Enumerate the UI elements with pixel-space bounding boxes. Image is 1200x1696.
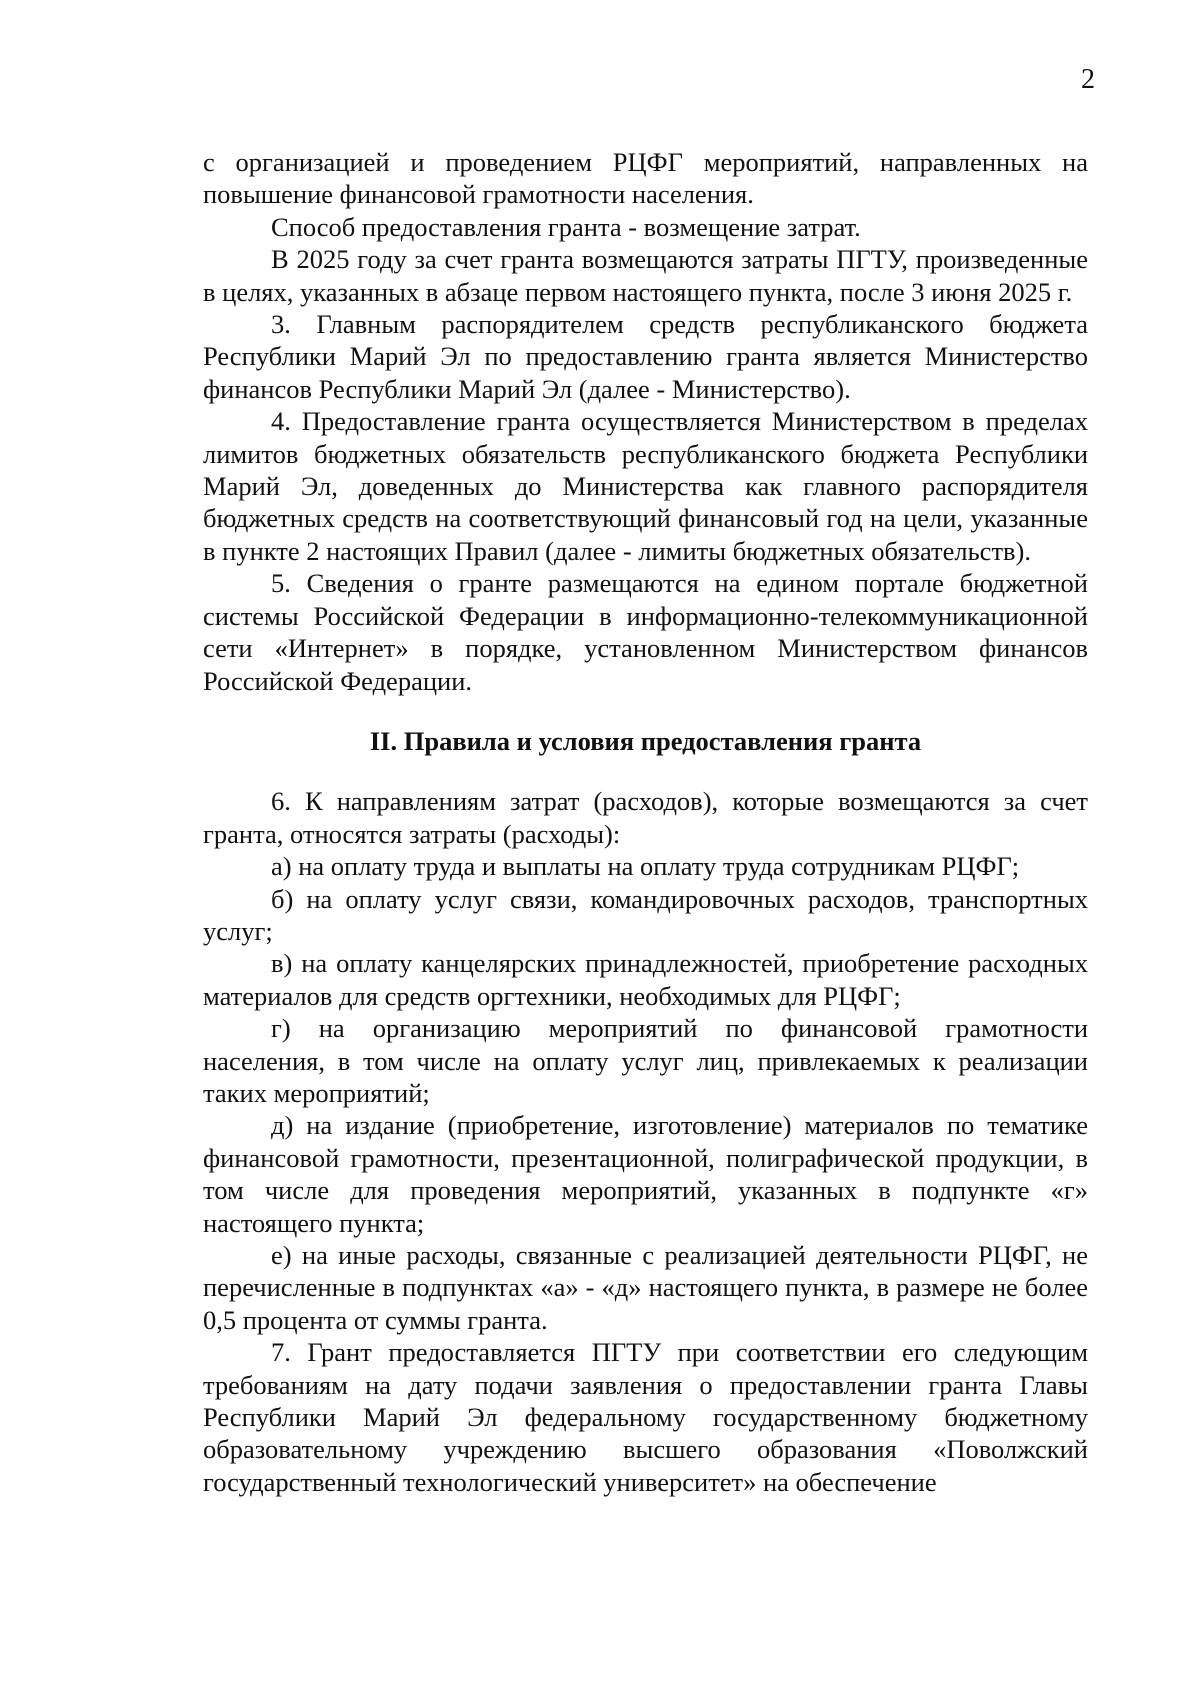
section-heading: II. Правила и условия предоставления гранта — [369, 725, 922, 756]
document-body — [203, 146, 1088, 1498]
paragraph-item-4: 4. Предоставление гранта осуществляется Министерством в пределах лимитов бюджетных обязательств республиканского бюджета Республики Марий Эл, доведенных до Министерства как главного распорядителя бюджетных средств на соответствующий финансовый год на цели, указанные в пункте 2 настоящих Правил (далее - лимиты бюджетных обязательств). — [203, 406, 1088, 566]
subitem-b: б) на оплату услуг связи, командировочных расходов, транспортных услуг; — [203, 883, 1088, 946]
paragraph-item-5: 5. Сведения о гранте размещаются на едином портале бюджетной системы Российской Федерации в информационно-телекоммуникационной сети «Интернет» в порядке, установленном Министерством финансов Российской Федерации. — [203, 568, 1088, 696]
subitem-a: а) на оплату труда и выплаты на оплату труда сотрудникам РЦФГ; — [271, 851, 1020, 882]
paragraph-item-7: 7. Грант предоставляется ПГТУ при соответствии его следующим требованиям на дату подачи заявления о предоставлении гранта Главы Республики Марий Эл федеральному государственному бюджетному образовательному учреждению высшего образования «Поволжский государственный технологический университет» на обеспечение — [203, 1337, 1088, 1497]
subitem-v: в) на оплату канцелярских принадлежностей, приобретение расходных материалов для средств оргтехники, необходимых для РЦФГ; — [203, 948, 1088, 1011]
subitem-d: д) на издание (приобретение, изготовление) материалов по тематике финансовой грамотности, презентационной, полиграфической продукции, в том числе для проведения мероприятий, указанных в подпункте «г» настоящего пункта; — [203, 1110, 1088, 1238]
paragraph-2025-costs: В 2025 году за счет гранта возмещаются затраты ПГТУ, произведенные в целях, указанных в абзаце первом настоящего пункта, после 3 июня 2025 г. — [203, 244, 1088, 307]
subitem-e: е) на иные расходы, связанные с реализацией деятельности РЦФГ, не перечисленные в подпунктах «а» - «д» настоящего пункта, в размере не более 0,5 процента от суммы гранта. — [203, 1240, 1088, 1335]
page-number: 2 — [1081, 64, 1095, 95]
paragraph-item-3: 3. Главным распорядителем средств республиканского бюджета Республики Марий Эл по предоставлению гранта является Министерство финансов Республики Марий Эл (далее - Министерство). — [203, 309, 1088, 404]
paragraph-continuation: с организацией и проведением РЦФГ мероприятий, направленных на повышение финансовой грамотности населения. — [203, 147, 1088, 210]
subitem-g: г) на организацию мероприятий по финансовой грамотности населения, в том числе на оплату услуг лиц, привлекаемых к реализации таких мероприятий; — [203, 1013, 1088, 1108]
paragraph-grant-method: Способ предоставления гранта - возмещение затрат. — [271, 211, 861, 242]
paragraph-item-6: 6. К направлениям затрат (расходов), которые возмещаются за счет гранта, относятся затраты (расходы): — [203, 786, 1088, 849]
